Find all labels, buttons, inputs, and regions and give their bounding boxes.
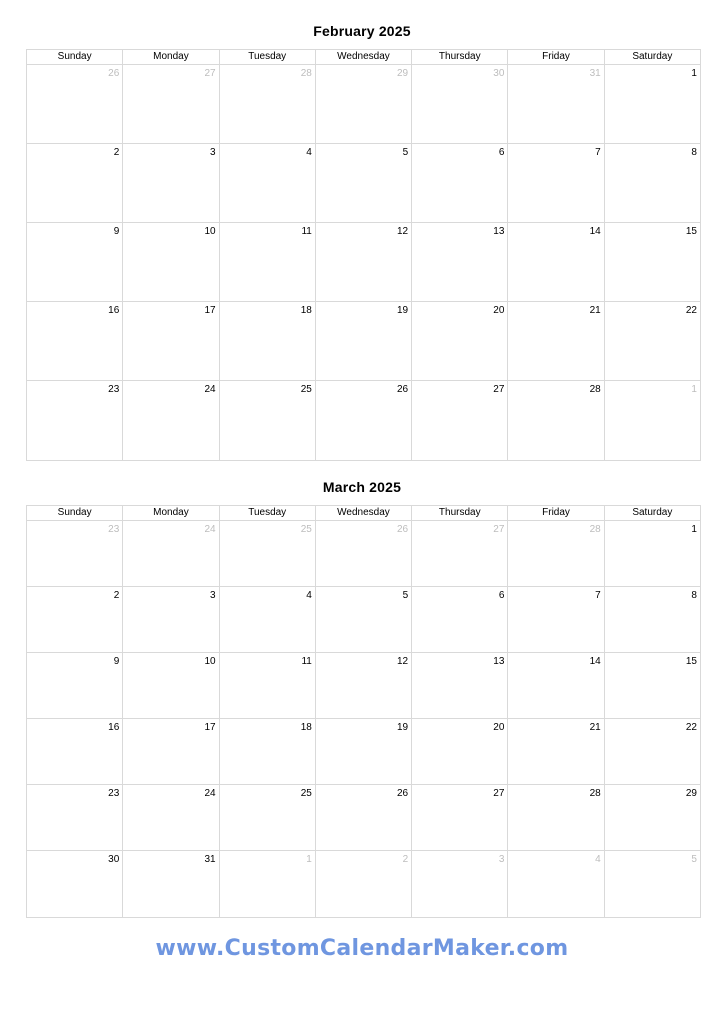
day-cell <box>219 144 315 222</box>
day-cell-other-month <box>604 851 700 917</box>
day-cell <box>315 302 411 380</box>
day-cell <box>122 381 218 460</box>
day-number: 5 <box>691 854 697 865</box>
day-cell <box>411 785 507 850</box>
week-row <box>27 587 700 653</box>
day-number: 10 <box>204 656 216 667</box>
day-number: 27 <box>493 524 505 535</box>
day-cell <box>122 785 218 850</box>
weekday-header: Wednesday <box>315 506 411 520</box>
day-number: 1 <box>691 68 697 79</box>
week-row <box>27 719 700 785</box>
week-row <box>27 302 700 381</box>
day-number: 26 <box>397 524 409 535</box>
day-number: 9 <box>113 656 120 667</box>
day-cell <box>604 785 700 850</box>
day-cell <box>219 381 315 460</box>
weekday-header: Monday <box>122 50 218 64</box>
day-cell <box>27 653 122 718</box>
day-cell-other-month <box>604 381 700 460</box>
day-cell <box>507 381 603 460</box>
day-cell <box>411 223 507 301</box>
day-number: 4 <box>306 590 312 601</box>
day-cell-other-month <box>219 65 315 143</box>
day-number: 1 <box>691 524 697 535</box>
day-cell-other-month <box>411 521 507 586</box>
day-cell <box>122 851 218 917</box>
day-number: 28 <box>589 788 601 799</box>
day-cell-other-month <box>122 521 218 586</box>
day-number: 16 <box>108 305 120 316</box>
day-number: 14 <box>589 656 601 667</box>
day-number: 22 <box>685 722 697 733</box>
weekday-header: Thursday <box>411 506 507 520</box>
weekday-header: Sunday <box>57 51 92 62</box>
day-cell <box>122 653 218 718</box>
day-number: 27 <box>493 788 505 799</box>
day-number: 10 <box>204 226 216 237</box>
day-number: 24 <box>204 788 216 799</box>
day-cell <box>507 587 603 652</box>
day-cell-other-month <box>507 851 603 917</box>
day-cell <box>122 144 218 222</box>
day-cell <box>27 381 122 460</box>
calendar-march <box>26 505 701 918</box>
day-cell <box>507 719 603 784</box>
day-cell <box>411 653 507 718</box>
day-number: 21 <box>589 305 601 316</box>
day-cell <box>604 719 700 784</box>
day-number: 18 <box>300 305 312 316</box>
day-number: 7 <box>595 590 601 601</box>
day-number: 2 <box>113 147 120 158</box>
day-number: 23 <box>108 384 120 395</box>
week-row <box>27 521 700 587</box>
day-cell <box>27 302 122 380</box>
day-number: 31 <box>589 68 601 79</box>
day-cell <box>315 785 411 850</box>
day-number: 8 <box>691 147 697 158</box>
weekday-header-row <box>27 506 700 521</box>
day-number: 12 <box>397 656 409 667</box>
day-cell <box>315 719 411 784</box>
day-cell <box>219 785 315 850</box>
day-number: 8 <box>691 590 697 601</box>
day-cell-other-month <box>219 521 315 586</box>
day-number: 24 <box>204 524 216 535</box>
day-number: 5 <box>402 147 409 158</box>
day-number: 3 <box>498 854 505 865</box>
day-cell-other-month <box>315 521 411 586</box>
day-number: 5 <box>402 590 409 601</box>
day-number: 14 <box>589 226 601 237</box>
week-row <box>27 65 700 144</box>
weekday-header: Tuesday <box>219 506 315 520</box>
day-cell-other-month <box>411 851 507 917</box>
day-cell <box>411 302 507 380</box>
day-number: 4 <box>595 854 601 865</box>
day-number: 1 <box>691 384 697 395</box>
day-number: 30 <box>108 854 120 865</box>
week-row <box>27 223 700 302</box>
day-number: 28 <box>589 384 601 395</box>
day-cell <box>219 587 315 652</box>
day-cell <box>411 719 507 784</box>
day-cell-other-month <box>27 521 122 586</box>
day-number: 6 <box>498 590 505 601</box>
day-number: 2 <box>113 590 120 601</box>
day-number: 19 <box>397 305 409 316</box>
week-row <box>27 851 700 917</box>
day-cell-other-month <box>411 65 507 143</box>
day-number: 25 <box>300 788 312 799</box>
day-cell <box>122 587 218 652</box>
day-cell <box>507 785 603 850</box>
day-number: 22 <box>685 305 697 316</box>
day-cell <box>411 144 507 222</box>
day-number: 23 <box>108 524 120 535</box>
day-cell <box>219 302 315 380</box>
day-cell <box>604 521 700 586</box>
day-cell <box>604 144 700 222</box>
day-cell <box>122 223 218 301</box>
day-number: 25 <box>300 384 312 395</box>
day-number: 25 <box>300 524 312 535</box>
day-number: 30 <box>493 68 505 79</box>
day-number: 27 <box>204 68 216 79</box>
day-number: 26 <box>108 68 120 79</box>
day-number: 11 <box>301 656 312 667</box>
day-number: 21 <box>589 722 601 733</box>
weekday-header: Friday <box>507 506 603 520</box>
day-cell-other-month <box>27 65 122 143</box>
day-number: 31 <box>204 854 216 865</box>
day-number: 15 <box>685 656 697 667</box>
week-row <box>27 785 700 851</box>
day-cell <box>604 587 700 652</box>
day-number: 4 <box>306 147 312 158</box>
day-cell <box>27 785 122 850</box>
day-number: 24 <box>204 384 216 395</box>
weekday-header: Saturday <box>604 506 700 520</box>
day-cell-other-month <box>122 65 218 143</box>
calendar-february <box>26 49 701 461</box>
day-number: 20 <box>493 722 505 733</box>
day-number: 12 <box>397 226 409 237</box>
day-cell <box>604 223 700 301</box>
weekday-header-row <box>27 50 700 65</box>
day-cell <box>411 587 507 652</box>
day-number: 26 <box>397 384 409 395</box>
day-cell-other-month <box>315 65 411 143</box>
day-cell <box>315 223 411 301</box>
day-cell <box>315 144 411 222</box>
day-number: 17 <box>204 722 216 733</box>
day-cell <box>315 587 411 652</box>
day-cell <box>27 144 122 222</box>
day-number: 1 <box>306 854 312 865</box>
weekday-header: Thursday <box>411 50 507 64</box>
day-number: 18 <box>300 722 312 733</box>
day-cell-other-month <box>507 65 603 143</box>
day-cell <box>219 719 315 784</box>
day-number: 13 <box>493 226 505 237</box>
day-number: 7 <box>595 147 601 158</box>
day-cell <box>27 587 122 652</box>
day-cell <box>507 144 603 222</box>
day-number: 15 <box>685 226 697 237</box>
day-number: 16 <box>108 722 120 733</box>
day-number: 2 <box>402 854 409 865</box>
weekday-header: Saturday <box>604 50 700 64</box>
week-row <box>27 653 700 719</box>
day-cell-other-month <box>219 851 315 917</box>
day-number: 29 <box>397 68 409 79</box>
day-cell <box>507 653 603 718</box>
day-number: 26 <box>397 788 409 799</box>
day-number: 3 <box>210 590 216 601</box>
day-cell <box>315 653 411 718</box>
day-number: 28 <box>300 68 312 79</box>
day-number: 27 <box>493 384 505 395</box>
day-number: 29 <box>685 788 697 799</box>
footer-website-link[interactable]: www.CustomCalendarMaker.com <box>155 936 569 961</box>
day-cell <box>411 381 507 460</box>
day-number: 17 <box>204 305 216 316</box>
week-row <box>27 144 700 223</box>
day-number: 23 <box>108 788 120 799</box>
weekday-header: Tuesday <box>219 50 315 64</box>
day-cell <box>27 719 122 784</box>
day-cell <box>507 302 603 380</box>
day-cell <box>122 719 218 784</box>
day-cell <box>219 653 315 718</box>
weekday-header: Monday <box>122 506 218 520</box>
month-title-february: February 2025 <box>313 23 411 39</box>
weekday-header: Sunday <box>57 507 92 518</box>
week-row <box>27 381 700 460</box>
day-number: 9 <box>113 226 120 237</box>
day-number: 19 <box>397 722 409 733</box>
weekday-header: Friday <box>507 50 603 64</box>
day-number: 3 <box>210 147 216 158</box>
day-number: 11 <box>301 226 312 237</box>
day-cell <box>604 653 700 718</box>
day-cell <box>604 302 700 380</box>
day-cell-other-month <box>507 521 603 586</box>
day-cell <box>27 851 122 917</box>
day-cell <box>507 223 603 301</box>
day-cell <box>315 381 411 460</box>
day-number: 28 <box>589 524 601 535</box>
day-cell <box>219 223 315 301</box>
day-cell <box>604 65 700 143</box>
month-title-march: March 2025 <box>322 479 402 495</box>
day-number: 13 <box>493 656 505 667</box>
day-number: 6 <box>498 147 505 158</box>
day-number: 20 <box>493 305 505 316</box>
weekday-header: Wednesday <box>315 50 411 64</box>
day-cell-other-month <box>315 851 411 917</box>
day-cell <box>122 302 218 380</box>
day-cell <box>27 223 122 301</box>
